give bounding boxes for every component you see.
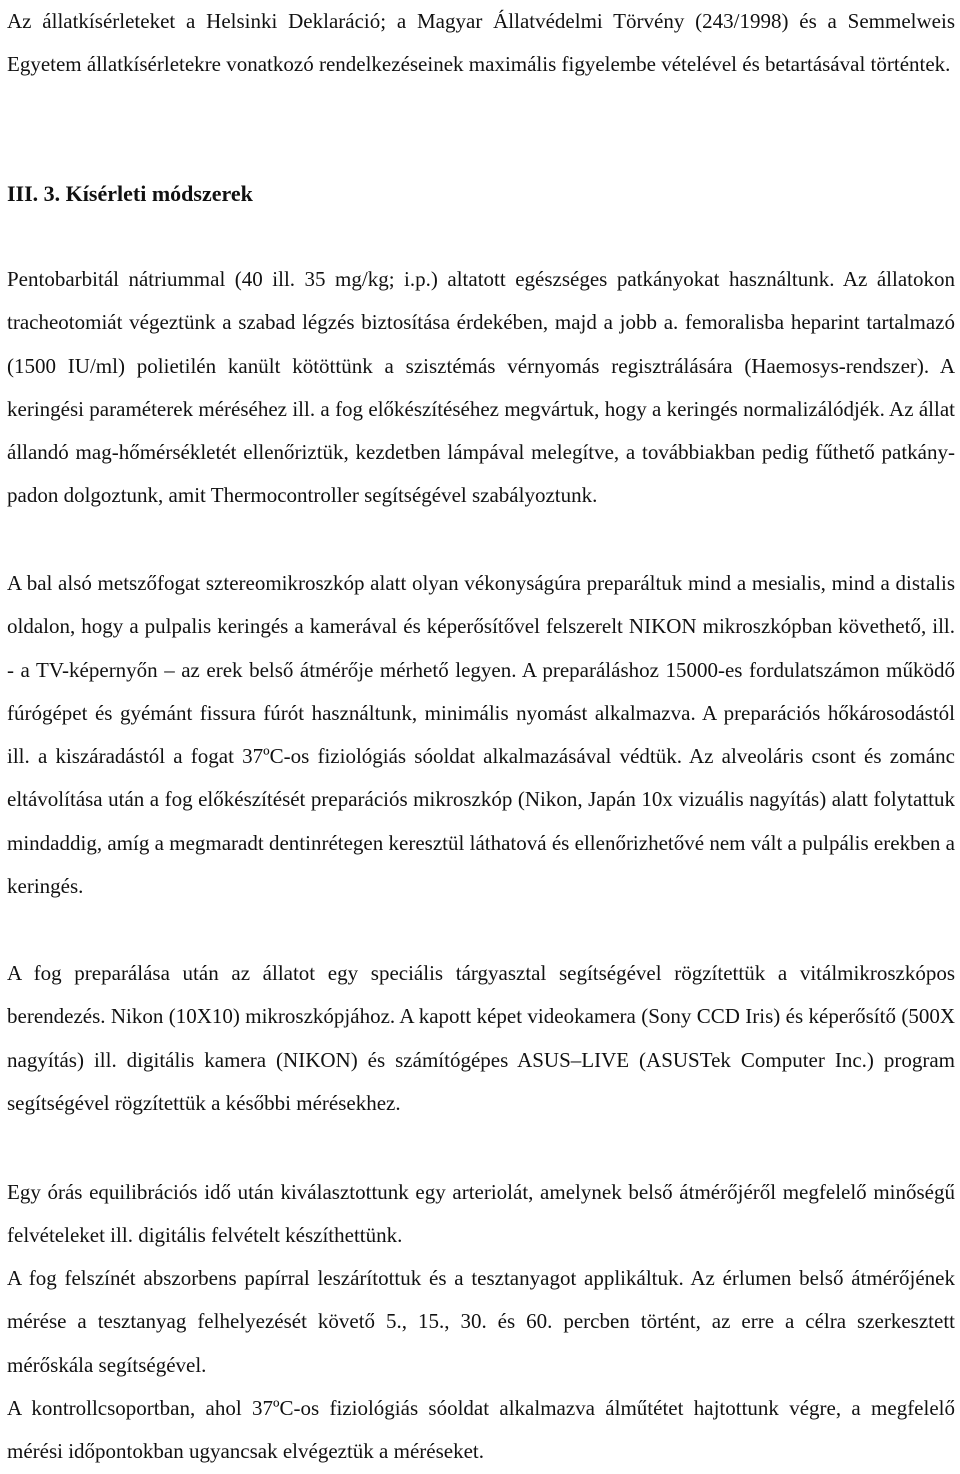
paragraph-measurement: A fog felszínét abszorbens papírral leszárítottuk és a tesztanyagot applikáltuk. Az érlumen belső átmérőjének mérése a tesztanyag felhelyezését követő 5., 15., 30. és 60. percben történt, az erre a célra szerkesztett mérőskála segítségével. (7, 1266, 955, 1377)
paragraph-microscope-setup: A fog preparálása után az állatot egy speciális tárgyasztal segítségével rögzítettük a vitálmikroszkópos berendezés. Nikon (10X10) mikroszkópjához. A kapott képet videokamera (Sony CCD Iris) és képerősítő (500X nagyítás) ill. digitális kamera (NIKON) és számítógépes ASUS–LIVE (ASUSTek Computer Inc.) program segítségével rögzítettük a későbbi mérésekhez. (7, 961, 955, 1115)
paragraph-tooth-preparation: A bal alsó metszőfogat sztereomikroszkóp alatt olyan vékonyságúra preparáltuk mind a mesialis, mind a distalis oldalon, hogy a pulpalis keringés a kamerával és képerősítővel felszerelt NIKON mikroszkópban követhető, ill. - a TV-képernyőn – az erek belső átmérője mérhető legyen. A preparáláshoz 15000-es fordulatszámon működő fúrógépet és gyémánt fissura fúrót használtunk, minimális nyomást alkalmazva. A preparációs hőkárosodástól ill. a kiszáradástól a fogat 37ºC-os fiziológiás sóoldat alkalmazásával védtük. Az alveoláris csont és zománc eltávolítása után a fog előkészítését preparációs mikroszkóp (Nikon, Japán 10x vizuális nagyítás) alatt folytattuk mindaddig, amíg a megmaradt dentinrétegen keresztül láthatová és ellenőrizhetővé nem vált a pulpális erekben a keringés. (7, 571, 955, 899)
section-heading: III. 3. Kísérleti módszerek (7, 181, 253, 206)
paragraph-control-group: A kontrollcsoportban, ahol 37ºC-os fiziológiás sóoldat alkalmazva álműtétet hajtottunk végre, a megfelelő mérési időpontokban ugyancsak elvégeztük a méréseket. (7, 1396, 955, 1464)
paragraph-equilibration: Egy órás equilibrációs idő után kiválasztottunk egy arteriolát, amelynek belső átmérőjéről megfelelő minőségű felvételeket ill. digitális felvételt készíthettünk. (7, 1180, 955, 1248)
intro-paragraph: Az állatkísérleteket a Helsinki Deklaráció; a Magyar Állatvédelmi Törvény (243/1998) és a Semmelweis Egyetem állatkísérletekre vonatkozó rendelkezéseinek maximális figyelembe vételével és betartásával történtek. (7, 9, 955, 77)
paragraph-methods-anesthesia: Pentobarbitál nátriummal (40 ill. 35 mg/kg; i.p.) altatott egészséges patkányokat használtunk. Az állatokon tracheotomiát végeztünk a szabad légzés biztosítása érdekében, majd a jobb a. femoralisba heparint tartalmazó (1500 IU/ml) polietilén kanült kötöttünk a szisztémás vérnyomás regisztrálására (Haemosys-rendszer). A keringési paraméterek méréséhez ill. a fog előkészítéséhez megvártuk, hogy a keringés normalizálódjék. Az állat állandó mag-hőmérsékletét ellenőriztük, kezdetben lámpával melegítve, a továbbiakban pedig fűthető patkány-padon dolgoztunk, amit Thermocontroller segítségével szabályoztunk. (7, 267, 955, 508)
